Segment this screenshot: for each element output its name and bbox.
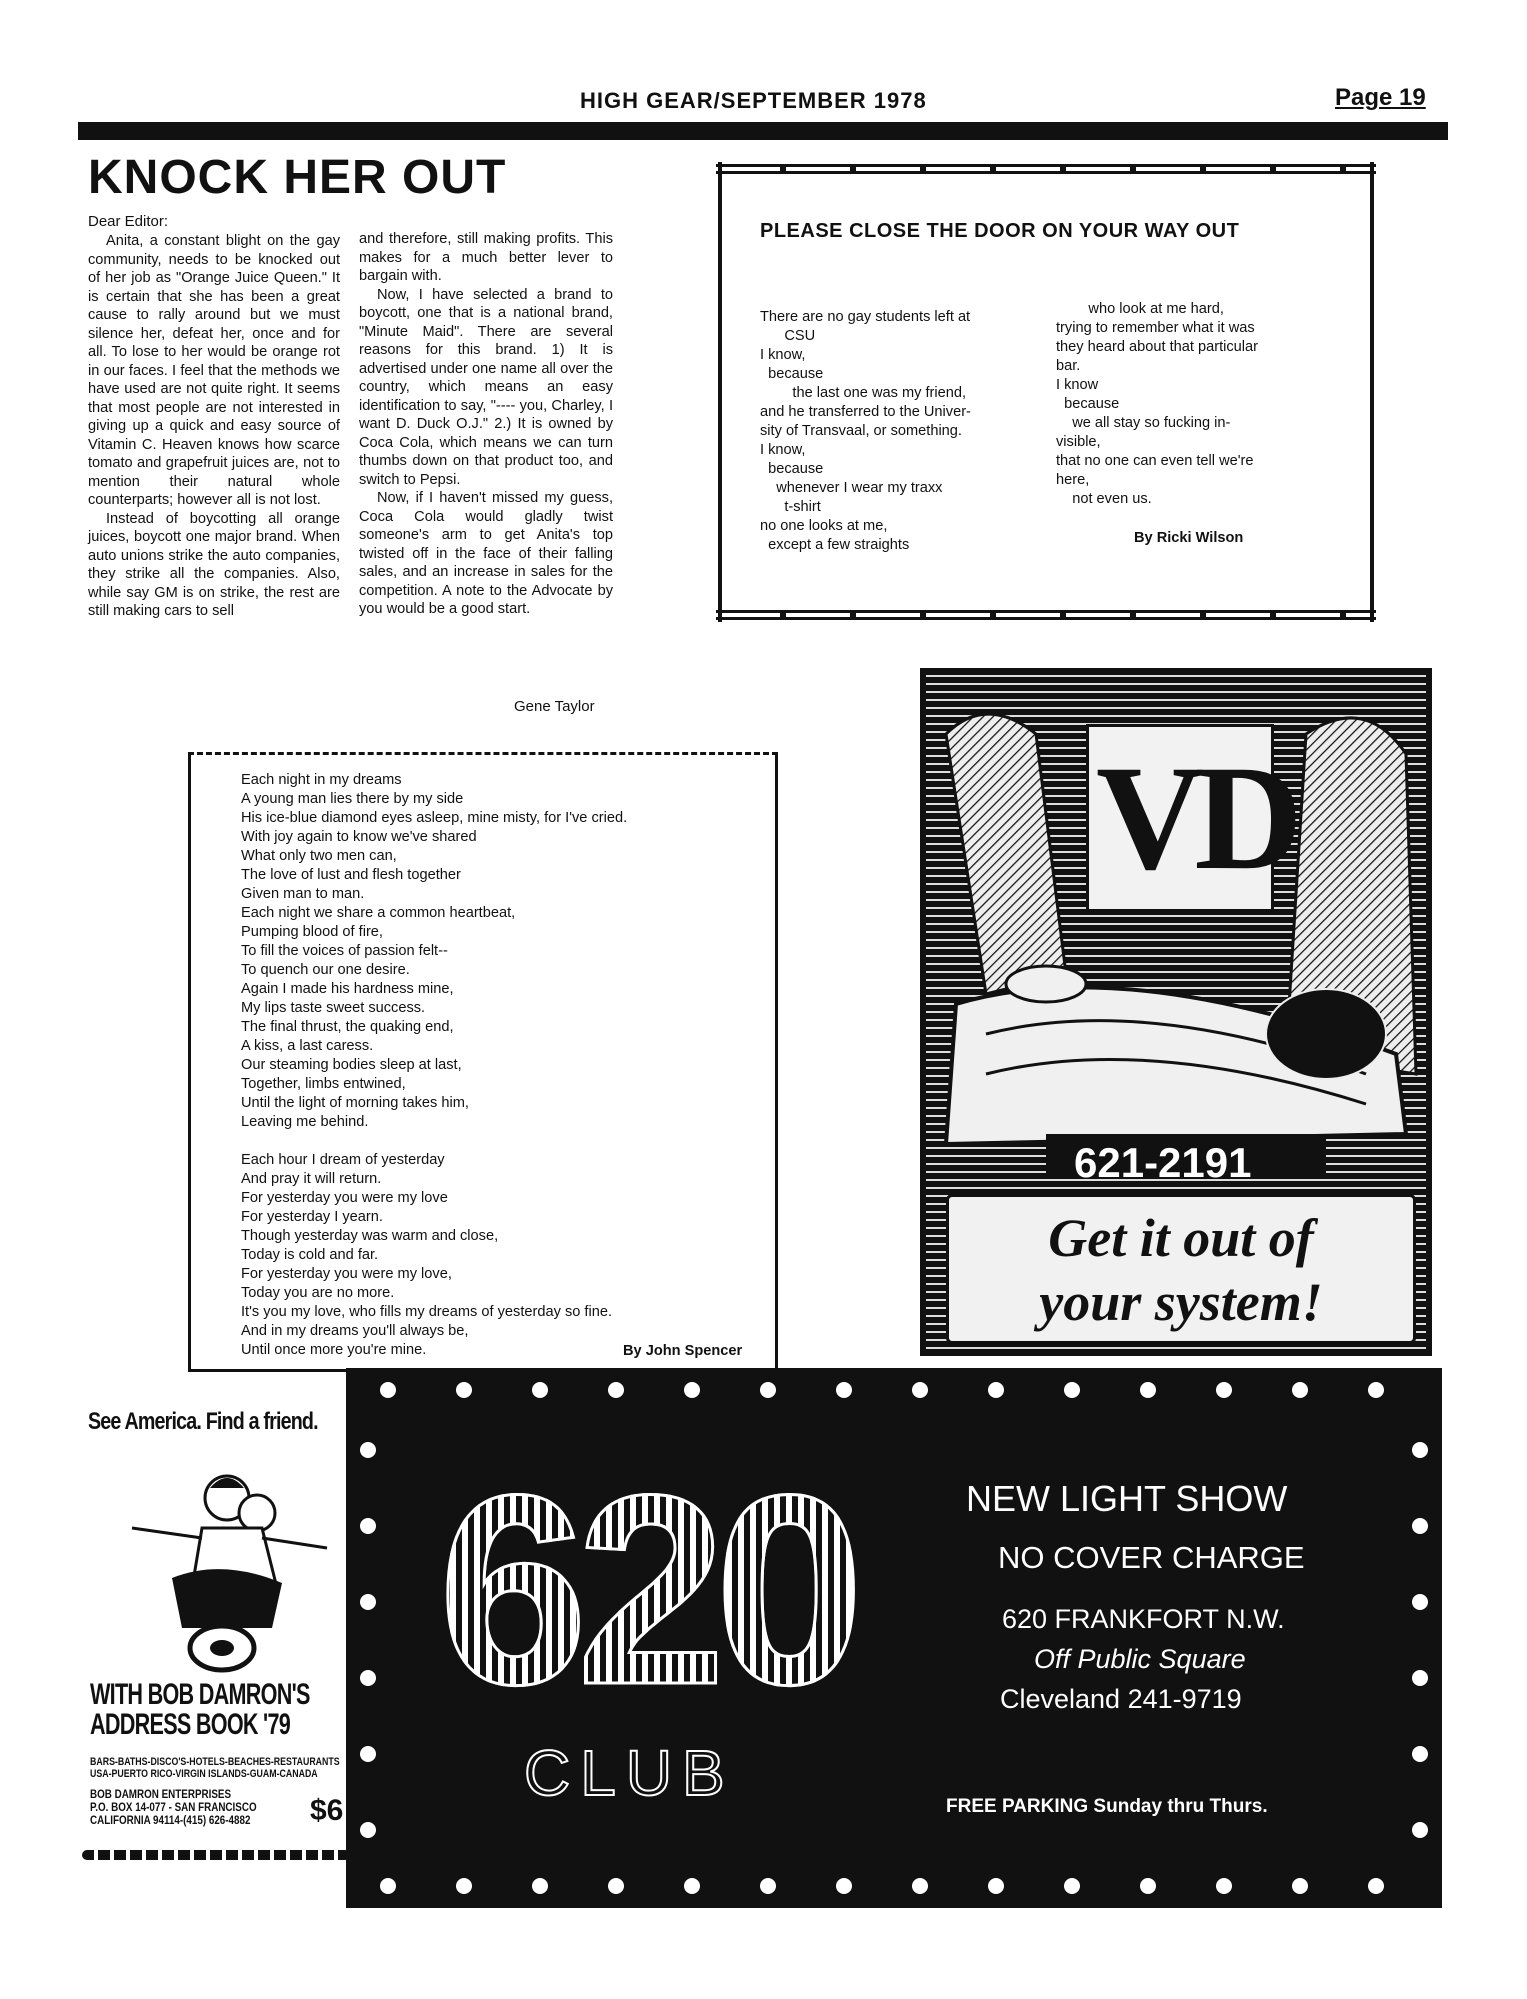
dreams-poem-box [188, 752, 778, 1372]
marquee-bulb [532, 1878, 548, 1894]
marquee-bulb [380, 1382, 396, 1398]
marquee-bulb [1412, 1442, 1428, 1458]
marquee-bulb [1412, 1670, 1428, 1686]
damron-tagline: See America. Find a friend. [88, 1408, 318, 1435]
marquee-bulb [1412, 1594, 1428, 1610]
marquee-bulb [360, 1594, 376, 1610]
marquee-bulb [988, 1382, 1004, 1398]
letter-salutation: Dear Editor: [88, 213, 169, 230]
marquee-bulb [1216, 1878, 1232, 1894]
door-poem-column-2: who look at me hard, trying to remember what it was they heard about that particular bar. I know because we all stay so fucking in- visible, that no one can even tell we're here, not even us. [1056, 301, 1259, 507]
letter-column-2 [359, 230, 613, 619]
marquee-bulb [1412, 1518, 1428, 1534]
chain-border [82, 1850, 350, 1860]
marquee-bulb [684, 1382, 700, 1398]
vd-slogan-line-1: Get it out of [1048, 1208, 1314, 1268]
letter-paragraph: Anita, a constant blight on the gay community, needs to be knocked out of her job as "Orange Juice Queen." It is certain that she has been a great cause to rally around but we must silence her, defeat her, once and for all. To lose to her would be orange rot in our faces. I feel that the methods we have used are not quite right. It seems that most people are not interested in giving up a quick and easy source of Vitamin C. Heaven knows how scarce tomato and grapefruit juices are, not to mention their natural whole counterparts; however all is not lost. [88, 233, 340, 508]
dreams-poem-byline: By John Spencer [623, 1343, 743, 1359]
marquee-bulb [684, 1878, 700, 1894]
club-light-show: NEW LIGHT SHOW [966, 1478, 1288, 1519]
vd-phone-number: 621-2191 [1074, 1139, 1252, 1186]
club-address-street: 620 FRANKFORT N.W. [1002, 1604, 1285, 1634]
club-word: CLUB [524, 1737, 735, 1809]
marquee-bulb [1368, 1382, 1384, 1398]
marquee-bulb [1064, 1878, 1080, 1894]
decorative-border-top [716, 164, 1376, 174]
club-620-advertisement [346, 1368, 1442, 1908]
club-address-city-phone: Cleveland 241-9719 [1000, 1684, 1242, 1714]
damron-price: $6 [310, 1794, 344, 1827]
marquee-bulb [912, 1878, 928, 1894]
damron-company-line-1: BOB DAMRON ENTERPRISES [90, 1787, 232, 1801]
marquee-bulb [1292, 1878, 1308, 1894]
club-address-landmark: Off Public Square [1034, 1644, 1246, 1674]
damron-company-line-2: P.O. BOX 14-077 - SAN FRANCISCO [90, 1800, 257, 1814]
page-number: Page 19 [1335, 84, 1426, 111]
vd-advertisement [920, 668, 1432, 1356]
letter-signature: Gene Taylor [514, 698, 595, 715]
door-poem-column-1: There are no gay students left at CSU I know, because the last one was my friend, and he transferred to the Univer- sity of Transvaal, or something. I know, because whenever I wear my traxx t-shirt no one looks at me, except a few straights [760, 309, 971, 553]
marquee-bulb [912, 1382, 928, 1398]
masthead-rule [78, 122, 1448, 140]
marquee-bulb [1412, 1746, 1428, 1762]
door-poem-box [718, 162, 1374, 622]
marquee-bulb [1140, 1878, 1156, 1894]
marquee-bulb [1292, 1382, 1308, 1398]
door-poem-title: PLEASE CLOSE THE DOOR ON YOUR WAY OUT [760, 220, 1240, 242]
damron-company-line-3: CALIFORNIA 94114-(415) 626-4882 [90, 1813, 251, 1827]
marquee-bulb [1064, 1382, 1080, 1398]
damron-title-line-1: WITH BOB DAMRON'S [90, 1678, 310, 1711]
damron-title [90, 1680, 310, 1740]
damron-listing-line-1: BARS-BATHS-DISCO'S-HOTELS-BEACHES-RESTAURANTS [90, 1756, 340, 1768]
damron-title-line-2: ADDRESS BOOK '79 [90, 1708, 291, 1741]
marquee-bulb [360, 1518, 376, 1534]
letter-paragraph: Now, if I haven't missed my guess, Coca Cola would gladly twist someone's arm to get Anita's top twisted off in the face of their falling sales, and an increase in sales for the competition. A note to the Advocate by you would be a good start. [359, 490, 613, 617]
club-cover-charge: NO COVER CHARGE [998, 1540, 1305, 1575]
marquee-bulb [360, 1442, 376, 1458]
marquee-bulb [456, 1382, 472, 1398]
marquee-bulb [360, 1822, 376, 1838]
marquee-bulb [1216, 1382, 1232, 1398]
marquee-bulb [988, 1878, 1004, 1894]
damron-advertisement [82, 1378, 350, 1868]
marquee-bulb [380, 1878, 396, 1894]
marquee-bulb [836, 1878, 852, 1894]
vd-slogan-banner [946, 1194, 1416, 1344]
marquee-bulb [1412, 1822, 1428, 1838]
club-number: 620 [438, 1440, 853, 1741]
marquee-bulb [836, 1382, 852, 1398]
door-poem-byline: By Ricki Wilson [1134, 530, 1244, 546]
marquee-bulb [760, 1878, 776, 1894]
dreams-poem-stanza-1: Each night in my dreams A young man lies there by my side His ice-blue diamond eyes asleep, mine misty, for I've cried. With joy again to know we've shared What only two men can, The love of lust and flesh together Given man to man. Each night we share a common heartbeat, Pumping blood of fire, To fill the voices of passion felt-- To quench our one desire. Again I made his hardness mine, My lips taste sweet success. The final thrust, the quaking end, A kiss, a last caress. Our steaming bodies sleep at last, Together, limbs entwined, Until the light of morning takes him, Leaving me behind. [241, 772, 628, 1130]
damron-listing [90, 1756, 340, 1780]
marquee-bulb [608, 1382, 624, 1398]
damron-listing-line-2: USA-PUERTO RICO-VIRGIN ISLANDS-GUAM-CANADA [90, 1768, 318, 1780]
letter-column-1 [88, 232, 340, 621]
marquee-bulb [608, 1878, 624, 1894]
letter-headline: KNOCK HER OUT [88, 151, 507, 204]
marquee-bulb [456, 1878, 472, 1894]
decorative-border-bottom [716, 610, 1376, 620]
letter-paragraph: and therefore, still making profits. This makes for a much better lever to bargain with. [359, 231, 613, 284]
marquee-bulb [1368, 1878, 1384, 1894]
letter-paragraph: Now, I have selected a brand to boycott, one that is a national brand, "Minute Maid". There are several reasons for this brand. 1) It is advertised under one name all over the country, which means an easy identification to say, "---- you, Charley, I want D. Duck O.J." 2.) It is owned by Coca Cola, which means we can turn thumbs down on that product too, and switch to Pepsi. [359, 286, 613, 488]
marquee-bulb [760, 1382, 776, 1398]
marquee-bulb [532, 1382, 548, 1398]
vd-slogan-line-2: your system! [1039, 1272, 1323, 1332]
letter-paragraph: Instead of boycotting all orange juices, boycott one major brand. When auto unions strike the auto companies, they strike all the companies. Also, while say GM is on strike, the rest are still making cars to sell [88, 510, 340, 619]
motorcycle-illustration [102, 1458, 342, 1673]
dreams-poem-stanza-2: Each hour I dream of yesterday And pray it will return. For yesterday you were my love For yesterday I yearn. Though yesterday was warm and close, Today is cold and far. For yesterday you were my love, Today you are no more. It's you my love, who fills my dreams of yesterday so fine. And in my dreams you'll always be, Until once more you're mine. [241, 1152, 613, 1358]
damron-company [90, 1788, 257, 1827]
masthead-title: HIGH GEAR/SEPTEMBER 1978 [580, 88, 927, 113]
marquee-bulb [360, 1670, 376, 1686]
club-parking: FREE PARKING Sunday thru Thurs. [946, 1796, 1268, 1817]
marquee-bulb [360, 1746, 376, 1762]
marquee-bulb [1140, 1382, 1156, 1398]
vd-logo-letters: VD [1096, 735, 1293, 901]
